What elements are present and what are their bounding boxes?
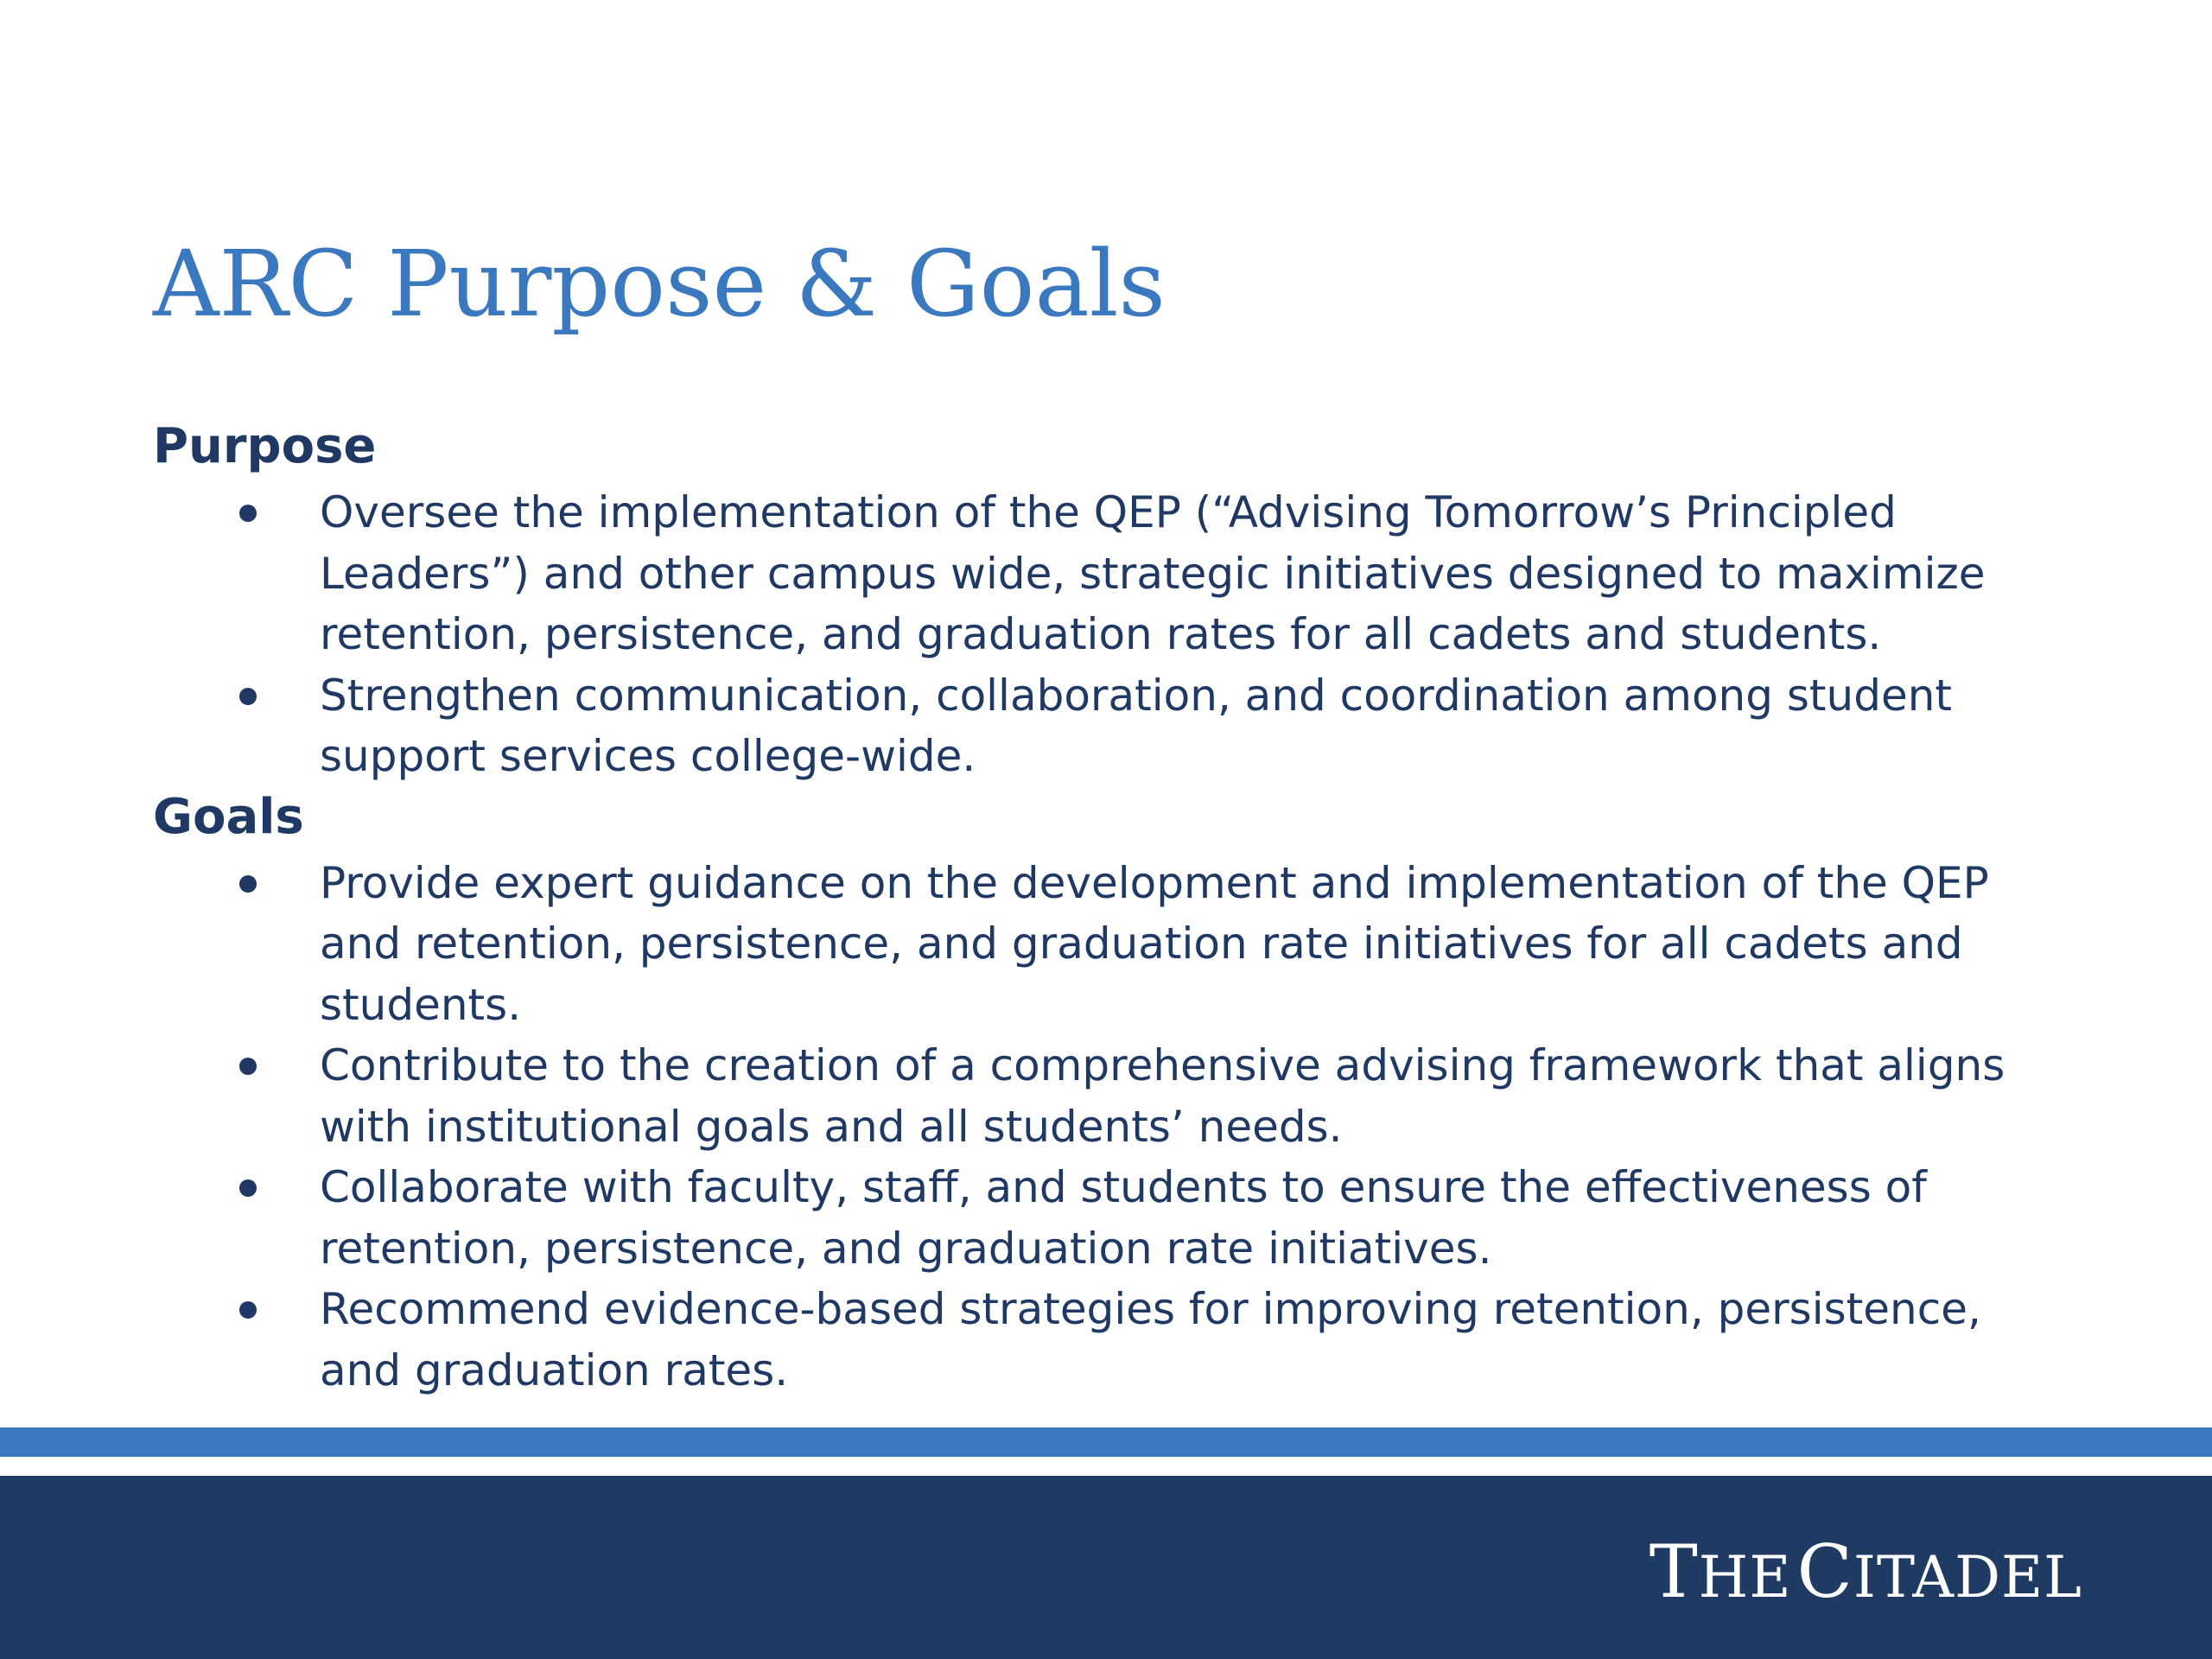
goals-bullet-list	[153, 853, 2071, 1402]
goals-heading: Goals	[153, 788, 304, 845]
bullet-dot-icon	[239, 505, 257, 522]
purpose-bullet-item	[153, 665, 2071, 787]
goals-bullet-item	[153, 1279, 2071, 1401]
bullet-dot-icon	[239, 875, 257, 893]
goals-bullet-item	[153, 1035, 2071, 1157]
purpose-heading: Purpose	[153, 418, 377, 474]
bullet-dot-icon	[239, 1058, 257, 1075]
purpose-bullet-item	[153, 482, 2071, 665]
slide-content	[153, 416, 2071, 1401]
goals-bullet-item	[153, 1157, 2071, 1279]
bullet-text: Provide expert guidance on the development and implementation of the QEP and retention, persistence, and graduation rate initiatives for all cadets and students.	[320, 857, 1989, 1030]
footer-accent-band	[0, 1427, 2212, 1457]
bullet-dot-icon	[239, 688, 257, 705]
purpose-bullet-list	[153, 482, 2071, 787]
slide-title: ARC Purpose & Goals	[153, 231, 1166, 337]
bullet-text: Recommend evidence-based strategies for improving retention, persistence, and graduation rates.	[320, 1284, 1981, 1395]
bullet-text: Contribute to the creation of a comprehensive advising framework that aligns with institutional goals and all students’ needs.	[320, 1040, 2005, 1152]
bullet-dot-icon	[239, 1179, 257, 1197]
footer-divider	[0, 1457, 2212, 1476]
bullet-text: Oversee the implementation of the QEP (“Advising Tomorrow’s Principled Leaders”) and other campus wide, strategic initiatives designed to maximize retention, persistence, and graduation rates for all cadets and students.	[320, 487, 1986, 659]
goals-bullet-item	[153, 853, 2071, 1036]
bullet-dot-icon	[239, 1301, 257, 1319]
bullet-text: Strengthen communication, collaboration, and coordination among student support services college-wide.	[320, 670, 1953, 781]
bullet-text: Collaborate with faculty, staff, and students to ensure the effectiveness of retention, persistence, and graduation rate initiatives.	[320, 1162, 1927, 1274]
citadel-logo: THE CITADEL	[1649, 1529, 2082, 1614]
